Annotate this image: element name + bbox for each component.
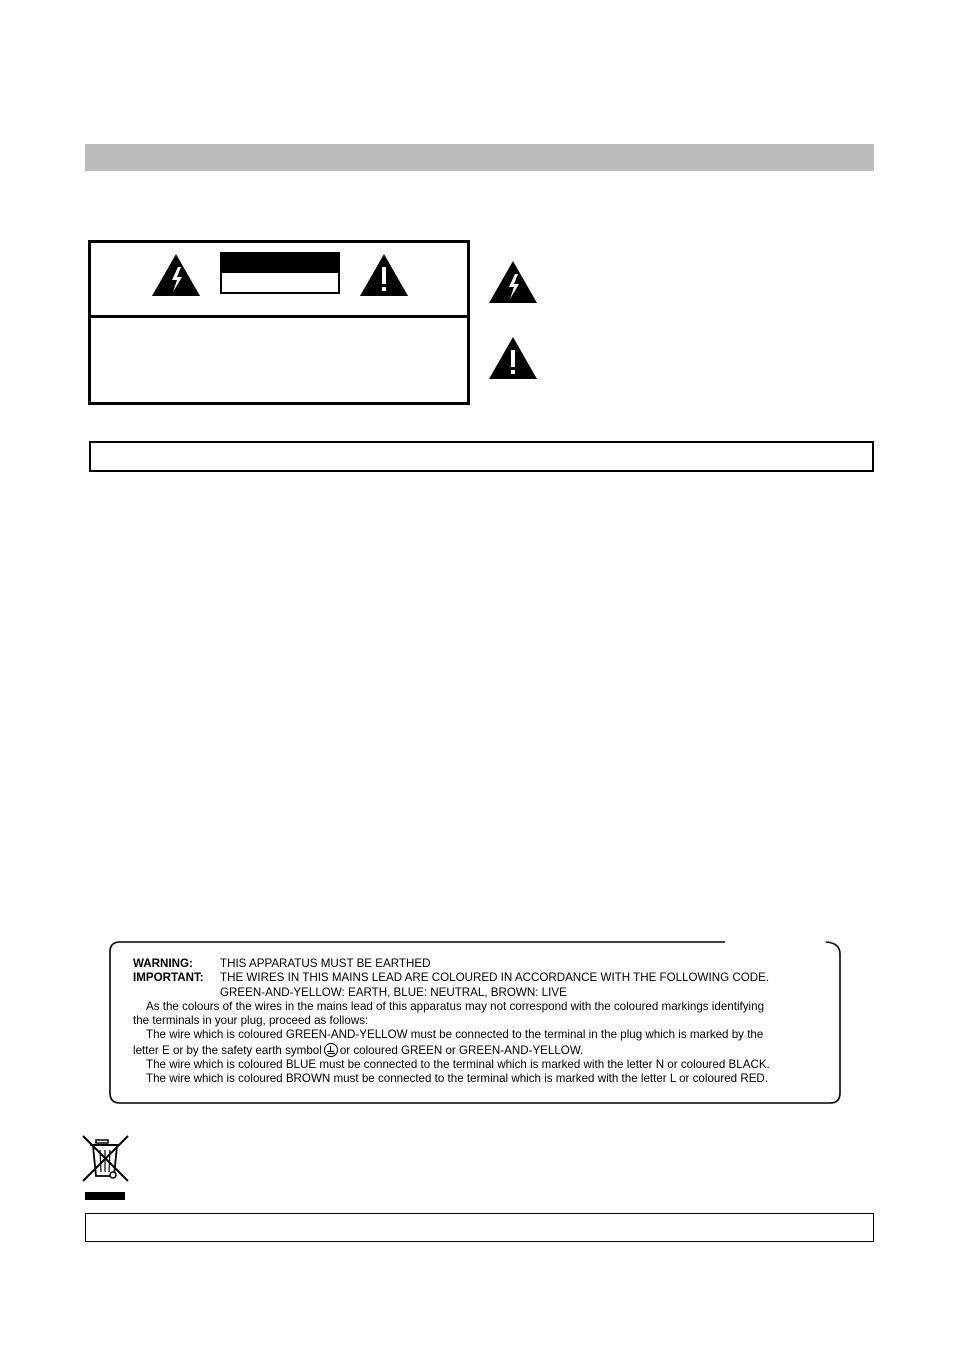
earth-symbol-icon bbox=[324, 1043, 338, 1057]
para1-line2: the terminals in your plug, proceed as follows: bbox=[133, 1014, 369, 1028]
para2-line1: The wire which is coloured GREEN-AND-YELLOW must be connected to the terminal in the plug which is marked by the bbox=[146, 1028, 764, 1042]
important-key: IMPORTANT: bbox=[133, 971, 204, 985]
warning-key: WARNING: bbox=[133, 957, 193, 970]
para4: The wire which is coloured BROWN must be connected to the terminal which is marked with the letter L or coloured RED. bbox=[146, 1072, 769, 1086]
caution-divider bbox=[91, 315, 467, 318]
exclamation-warning-icon bbox=[488, 336, 538, 380]
crossed-out-bin-icon bbox=[82, 1134, 132, 1204]
warning-value: THIS APPARATUS MUST BE EARTHED bbox=[220, 957, 431, 970]
section-header-bar bbox=[85, 144, 874, 171]
para1-line1: As the colours of the wires in the mains lead of this apparatus may not correspond with the coloured markings identifying bbox=[146, 999, 765, 1013]
disposal-notice-box bbox=[85, 1213, 874, 1242]
lightning-warning-icon bbox=[488, 260, 538, 304]
color-code: GREEN-AND-YELLOW: EARTH, BLUE: NEUTRAL, BROWN: LIVE bbox=[220, 985, 567, 999]
important-value: THE WIRES IN THIS MAINS LEAD ARE COLOURED IN ACCORDANCE WITH THE FOLLOWING CODE. bbox=[220, 971, 770, 985]
para2-line2a: letter E or by the safety earth symbol bbox=[133, 1043, 322, 1057]
lightning-warning-icon bbox=[151, 253, 201, 297]
para3: The wire which is coloured BLUE must be connected to the terminal which is marked with the letter N or coloured BLACK. bbox=[146, 1058, 770, 1072]
caution-label bbox=[220, 252, 340, 294]
mains-lead-warning bbox=[133, 957, 833, 1087]
exclamation-warning-icon bbox=[359, 253, 409, 297]
caution-box bbox=[88, 240, 470, 405]
notice-box bbox=[89, 441, 874, 472]
para2-line2b: or coloured GREEN or GREEN-AND-YELLOW. bbox=[339, 1043, 584, 1057]
